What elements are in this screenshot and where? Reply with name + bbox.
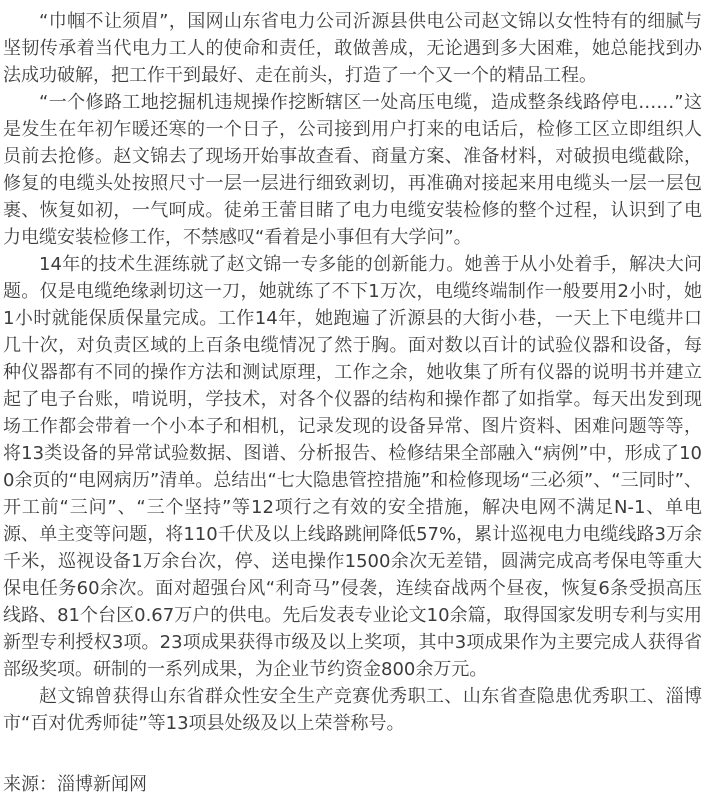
paragraph-intro: “巾帼不让须眉”，国网山东省电力公司沂源县供电公司赵文锦以女性特有的细腻与坚韧传承着当代电力工人的使命和责任，敢做善成，无论遇到多大困难，她总能找到办法成功破解，把工作干到最好、走在前头，打造了一个又一个的精品工程。 bbox=[3, 11, 702, 86]
paragraph-repair-story: “一个修路工地挖掘机违规操作挖断辖区一处高压电缆，造成整条线路停电……”这是发生在年初乍暖还寒的一个日子，公司接到用户打来的电话后，检修工区立即组织人员前去抢修。赵文锦去了现场开始事故查看、商量方案、准备材料，对破损电缆截除，修复的电缆头处按照尺寸一层一层进行细致剥切，再准确对接起来用电缆头一层一层包裹、恢复如初，一气呵成。徒弟王蕾目睹了电力电缆安装检修的整个过程，认识到了电力电缆安装检修工作，不禁感叹“看着是小事但有大学问”。 bbox=[3, 92, 702, 248]
paragraph-career-achievements: 14年的技术生涯练就了赵文锦一专多能的创新能力。她善于从小处着手，解决大问题。仅是电缆绝缘剥切这一刀，她就练了不下1万次，电缆终端制作一般要用2小时，她1小时就能保质保量完成。工作14年，她跑遍了沂源县的大街小巷，一天上下电缆井口几十次，对负责区域的上百条电缆情况了然于胸。面对数以百计的试验仪器和设备，每种仪器都有不同的操作方法和测试原理，工作之余，她收集了所有仪器的说明书并建立起了电子台账，啃说明，学技术，对各个仪器的结构和操作都了如指掌。每天出发到现场工作都会带着一个小本子和相机，记录发现的设备异常、图片资料、困难问题等等，将13类设备的异常试验数据、图谱、分析报告、检修结果全部融入“病例”中，形成了100余页的“电网病历”清单。总结出“七大隐患管控措施”和检修现场“三必须”、“三同时”、开工前“三问”、“三个坚持”等12项行之有效的安全措施，解决电网不满足N-1、单电源、单主变等问题，将110千伏及以上线路跳闸降低57%，累计巡视电力电缆线路3万余千米，巡视设备1万余台次，停、送电操作1500余次无差错，圆满完成高考保电等重大保电任务60余次。面对超强台风“利奇马”侵袭，连续奋战两个昼夜，恢复6条受损高压线路、81个台区0.67万户的供电。先后发表专业论文10余篇，取得国家发明专利与实用新型专利授权3项。23项成果获得市级及以上奖项，其中3项成果作为主要完成人获得省部级奖项。研制的一系列成果，为企业节约资金800余万元。 bbox=[3, 254, 702, 680]
paragraph-honors: 赵文锦曾获得山东省群众性安全生产竞赛优秀职工、山东省查隐患优秀职工、淄博市“百对优秀师徒”等13项县处级及以上荣誉称号。 bbox=[3, 686, 702, 734]
source-attribution: 来源：淄博新闻网 bbox=[3, 774, 147, 795]
